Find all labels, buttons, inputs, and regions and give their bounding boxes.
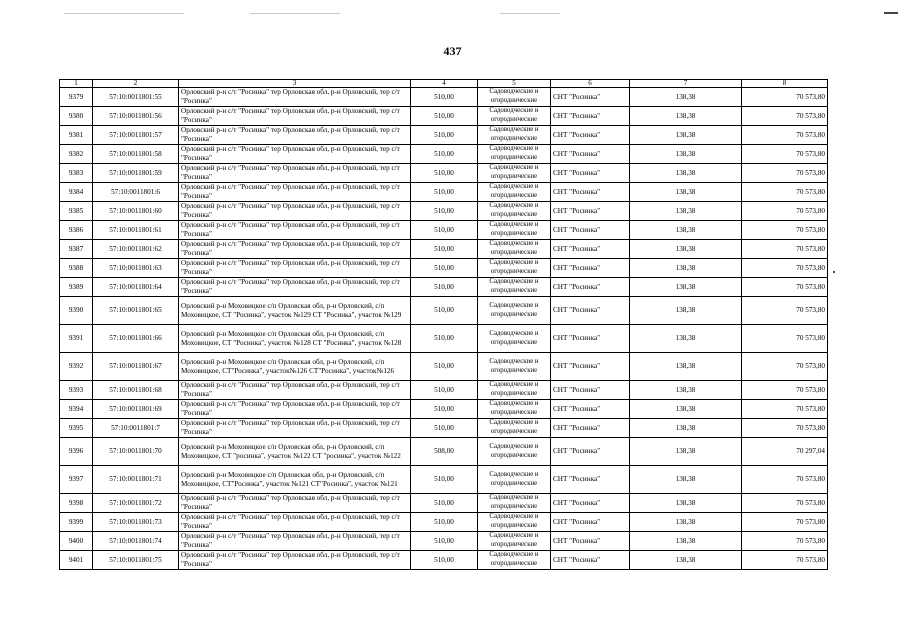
table-row [60, 183, 828, 202]
row-number: 9391 [60, 325, 93, 353]
cadastral-value: 70 573,80 [742, 259, 828, 278]
address: Орловский р-н с/т "Росинка" тер Орловская обл, р-н Орловский, тер с/т "Росинка" [179, 221, 411, 240]
area: 510,00 [411, 513, 478, 532]
cadastral-number: 57:10:0011801:59 [93, 164, 179, 183]
column-number-row [60, 80, 828, 88]
cadastral-number: 57:10:0011801:71 [93, 466, 179, 494]
row-number: 9400 [60, 532, 93, 551]
cadastral-value: 70 573,80 [742, 221, 828, 240]
table-row [60, 513, 828, 532]
land-use-category: Садоводческие и огороднические [478, 494, 551, 513]
address: Орловский р-н с/т "Росинка" тер Орловская обл, р-н Орловский, тер с/т "Росинка" [179, 513, 411, 532]
cadastral-value: 70 573,80 [742, 183, 828, 202]
table-row [60, 107, 828, 126]
table-row [60, 419, 828, 438]
land-use-category: Садоводческие и огороднические [478, 551, 551, 570]
owner: СНТ "Росинка" [551, 381, 630, 400]
table-row [60, 532, 828, 551]
column-number: 8 [742, 80, 828, 88]
area: 510,00 [411, 164, 478, 183]
owner: СНТ "Росинка" [551, 353, 630, 381]
unit-price: 138,38 [630, 126, 742, 145]
land-use-category: Садоводческие и огороднические [478, 353, 551, 381]
land-use-category: Садоводческие и огороднические [478, 278, 551, 297]
area: 510,00 [411, 353, 478, 381]
address: Орловский р-н с/т "Росинка" тер Орловская обл, р-н Орловский, тер с/т "Росинка" [179, 278, 411, 297]
cadastral-value: 70 573,80 [742, 513, 828, 532]
cadastral-value: 70 573,80 [742, 466, 828, 494]
cadastral-number: 57:10:0011801:60 [93, 202, 179, 221]
cadastral-value: 70 573,80 [742, 325, 828, 353]
table-row [60, 325, 828, 353]
scan-artifact [250, 13, 340, 14]
area: 510,00 [411, 221, 478, 240]
area: 510,00 [411, 278, 478, 297]
cadastral-number: 57:10:0011801:72 [93, 494, 179, 513]
row-number: 9393 [60, 381, 93, 400]
cadastral-value: 70 573,80 [742, 551, 828, 570]
row-number: 9394 [60, 400, 93, 419]
row-number: 9395 [60, 419, 93, 438]
column-number: 4 [411, 80, 478, 88]
address: Орловский р-н с/т "Росинка" тер Орловская обл, р-н Орловский, тер с/т "Росинка" [179, 164, 411, 183]
address: Орловский р-н с/т "Росинка" тер Орловская обл, р-н Орловский, тер с/т "Росинка" [179, 532, 411, 551]
owner: СНТ "Росинка" [551, 438, 630, 466]
address: Орловский р-н с/т "Росинка" тер Орловская обл, р-н Орловский, тер с/т "Росинка" [179, 183, 411, 202]
area: 510,00 [411, 259, 478, 278]
area: 510,00 [411, 381, 478, 400]
land-use-category: Садоводческие и огороднические [478, 419, 551, 438]
cadastral-value: 70 573,80 [742, 278, 828, 297]
area: 510,00 [411, 297, 478, 325]
area: 510,00 [411, 88, 478, 107]
row-number: 9390 [60, 297, 93, 325]
owner: СНТ "Росинка" [551, 221, 630, 240]
unit-price: 138,38 [630, 145, 742, 164]
area: 510,00 [411, 551, 478, 570]
unit-price: 138,38 [630, 419, 742, 438]
row-number: 9397 [60, 466, 93, 494]
table-row [60, 400, 828, 419]
land-use-category: Садоводческие и огороднические [478, 202, 551, 221]
unit-price: 138,38 [630, 466, 742, 494]
address: Орловский р-н с/т "Росинка" тер Орловская обл, р-н Орловский, тер с/т "Росинка" [179, 240, 411, 259]
owner: СНТ "Росинка" [551, 107, 630, 126]
owner: СНТ "Росинка" [551, 145, 630, 164]
unit-price: 138,38 [630, 297, 742, 325]
land-use-category: Садоводческие и огороднические [478, 513, 551, 532]
table-row [60, 240, 828, 259]
cadastral-number: 57:10:0011801:58 [93, 145, 179, 164]
cadastral-value: 70 573,80 [742, 353, 828, 381]
row-number: 9379 [60, 88, 93, 107]
unit-price: 138,38 [630, 400, 742, 419]
land-use-category: Садоводческие и огороднические [478, 438, 551, 466]
row-number: 9381 [60, 126, 93, 145]
column-number: 3 [179, 80, 411, 88]
table-row [60, 145, 828, 164]
owner: СНТ "Росинка" [551, 202, 630, 221]
unit-price: 138,38 [630, 278, 742, 297]
owner: СНТ "Росинка" [551, 240, 630, 259]
area: 510,00 [411, 183, 478, 202]
page-number: 437 [443, 44, 462, 58]
unit-price: 138,38 [630, 325, 742, 353]
cadastral-number: 57:10:0011801:56 [93, 107, 179, 126]
scan-speck [884, 12, 898, 14]
land-use-category: Садоводческие и огороднические [478, 259, 551, 278]
row-number: 9388 [60, 259, 93, 278]
land-use-category: Садоводческие и огороднические [478, 107, 551, 126]
scan-speck [833, 271, 835, 273]
cadastral-value: 70 573,80 [742, 400, 828, 419]
land-use-category: Садоводческие и огороднические [478, 164, 551, 183]
cadastral-number: 57:10:0011801:7 [93, 419, 179, 438]
cadastral-value: 70 573,80 [742, 297, 828, 325]
column-number: 1 [60, 80, 93, 88]
unit-price: 138,38 [630, 259, 742, 278]
table-row [60, 202, 828, 221]
area: 510,00 [411, 107, 478, 126]
cadastral-value: 70 573,80 [742, 202, 828, 221]
land-use-category: Садоводческие и огороднические [478, 126, 551, 145]
table-row [60, 551, 828, 570]
owner: СНТ "Росинка" [551, 164, 630, 183]
cadastral-value: 70 573,80 [742, 240, 828, 259]
cadastral-number: 57:10:0011801:68 [93, 381, 179, 400]
row-number: 9398 [60, 494, 93, 513]
unit-price: 138,38 [630, 513, 742, 532]
owner: СНТ "Росинка" [551, 532, 630, 551]
cadastral-number: 57:10:0011801:6 [93, 183, 179, 202]
cadastral-value: 70 573,80 [742, 88, 828, 107]
land-use-category: Садоводческие и огороднические [478, 145, 551, 164]
unit-price: 138,38 [630, 532, 742, 551]
address: Орловский р-н Моховицкое с/п Орловская обл, р-н Орловский, с/п Моховицкое, СТ"Росинка", участок№126 СТ"Росинка", участок№126 [179, 353, 411, 381]
table-row [60, 126, 828, 145]
owner: СНТ "Росинка" [551, 183, 630, 202]
cadastral-value: 70 573,80 [742, 107, 828, 126]
address: Орловский р-н с/т "Росинка" тер Орловская обл, р-н Орловский, тер с/т "Росинка" [179, 419, 411, 438]
column-number: 6 [551, 80, 630, 88]
address: Орловский р-н с/т "Росинка" тер Орловская обл, р-н Орловский, тер с/т "Росинка" [179, 88, 411, 107]
land-use-category: Садоводческие и огороднические [478, 532, 551, 551]
unit-price: 138,38 [630, 164, 742, 183]
cadastral-number: 57:10:0011801:73 [93, 513, 179, 532]
area: 510,00 [411, 126, 478, 145]
area: 510,00 [411, 466, 478, 494]
row-number: 9392 [60, 353, 93, 381]
land-use-category: Садоводческие и огороднические [478, 466, 551, 494]
area: 508,00 [411, 438, 478, 466]
table-row [60, 164, 828, 183]
owner: СНТ "Росинка" [551, 551, 630, 570]
unit-price: 138,38 [630, 551, 742, 570]
address: Орловский р-н с/т "Росинка" тер Орловская обл, р-н Орловский, тер с/т "Росинка" [179, 400, 411, 419]
row-number: 9386 [60, 221, 93, 240]
owner: СНТ "Росинка" [551, 513, 630, 532]
owner: СНТ "Росинка" [551, 278, 630, 297]
table-row [60, 278, 828, 297]
cadastral-number: 57:10:0011801:65 [93, 297, 179, 325]
scan-artifact [500, 13, 560, 14]
row-number: 9401 [60, 551, 93, 570]
table-row [60, 297, 828, 325]
area: 510,00 [411, 325, 478, 353]
cadastral-number: 57:10:0011801:70 [93, 438, 179, 466]
area: 510,00 [411, 532, 478, 551]
land-use-category: Садоводческие и огороднические [478, 221, 551, 240]
address: Орловский р-н с/т "Росинка" тер Орловская обл, р-н Орловский, тер с/т "Росинка" [179, 145, 411, 164]
unit-price: 138,38 [630, 88, 742, 107]
address: Орловский р-н Моховицкое с/п Орловская обл, р-н Орловский, с/п Моховицкое, СТ "росинка", участок №122 СТ "росинка", участок №122 [179, 438, 411, 466]
address: Орловский р-н с/т "Росинка" тер Орловская обл, р-н Орловский, тер с/т "Росинка" [179, 126, 411, 145]
cadastral-value: 70 573,80 [742, 126, 828, 145]
row-number: 9399 [60, 513, 93, 532]
owner: СНТ "Росинка" [551, 325, 630, 353]
cadastral-number: 57:10:0011801:55 [93, 88, 179, 107]
table-row [60, 466, 828, 494]
column-number: 7 [630, 80, 742, 88]
row-number: 9384 [60, 183, 93, 202]
address: Орловский р-н с/т "Росинка" тер Орловская обл, р-н Орловский, тер с/т "Росинка" [179, 202, 411, 221]
unit-price: 138,38 [630, 353, 742, 381]
owner: СНТ "Росинка" [551, 88, 630, 107]
land-use-category: Садоводческие и огороднические [478, 88, 551, 107]
column-number: 2 [93, 80, 179, 88]
table-row [60, 259, 828, 278]
address: Орловский р-н с/т "Росинка" тер Орловская обл, р-н Орловский, тер с/т "Росинка" [179, 381, 411, 400]
table-row [60, 381, 828, 400]
unit-price: 138,38 [630, 221, 742, 240]
address: Орловский р-н с/т "Росинка" тер Орловская обл, р-н Орловский, тер с/т "Росинка" [179, 551, 411, 570]
area: 510,00 [411, 145, 478, 164]
area: 510,00 [411, 400, 478, 419]
area: 510,00 [411, 494, 478, 513]
address: Орловский р-н Моховицкое с/п Орловская обл, р-н Орловский, с/п Моховицкое, СТ"Росинка", участок №121 СТ"Росинка", участок №121 [179, 466, 411, 494]
cadastral-value: 70 573,80 [742, 145, 828, 164]
owner: СНТ "Росинка" [551, 400, 630, 419]
table-row [60, 494, 828, 513]
area: 510,00 [411, 240, 478, 259]
owner: СНТ "Росинка" [551, 297, 630, 325]
area: 510,00 [411, 419, 478, 438]
cadastral-value: 70 573,80 [742, 381, 828, 400]
cadastral-value: 70 573,80 [742, 494, 828, 513]
row-number: 9396 [60, 438, 93, 466]
column-number: 5 [478, 80, 551, 88]
address: Орловский р-н с/т "Росинка" тер Орловская обл, р-н Орловский, тер с/т "Росинка" [179, 494, 411, 513]
unit-price: 138,38 [630, 183, 742, 202]
owner: СНТ "Росинка" [551, 259, 630, 278]
owner: СНТ "Росинка" [551, 466, 630, 494]
land-use-category: Садоводческие и огороднические [478, 183, 551, 202]
cadastral-value: 70 573,80 [742, 419, 828, 438]
scan-artifact [64, 13, 184, 14]
parcel-table [59, 79, 828, 570]
address: Орловский р-н Моховицкое с/п Орловская обл, р-н Орловский, с/п Моховицкое, СТ "Росинка", участок №129 СТ "Росинка", участок №129 [179, 297, 411, 325]
address: Орловский р-н Моховицкое с/п Орловская обл, р-н Орловский, с/п Моховицкое, СТ "Росинка", участок №128 СТ "Росинка", участок №128 [179, 325, 411, 353]
unit-price: 138,38 [630, 438, 742, 466]
unit-price: 138,38 [630, 107, 742, 126]
cadastral-number: 57:10:0011801:69 [93, 400, 179, 419]
area: 510,00 [411, 202, 478, 221]
table-row [60, 353, 828, 381]
land-use-category: Садоводческие и огороднические [478, 400, 551, 419]
unit-price: 138,38 [630, 494, 742, 513]
unit-price: 138,38 [630, 202, 742, 221]
cadastral-number: 57:10:0011801:64 [93, 278, 179, 297]
unit-price: 138,38 [630, 381, 742, 400]
table-row [60, 221, 828, 240]
table-row [60, 438, 828, 466]
cadastral-number: 57:10:0011801:66 [93, 325, 179, 353]
land-use-category: Садоводческие и огороднические [478, 297, 551, 325]
cadastral-number: 57:10:0011801:74 [93, 532, 179, 551]
address: Орловский р-н с/т "Росинка" тер Орловская обл, р-н Орловский, тер с/т "Росинка" [179, 259, 411, 278]
owner: СНТ "Росинка" [551, 419, 630, 438]
cadastral-number: 57:10:0011801:61 [93, 221, 179, 240]
address: Орловский р-н с/т "Росинка" тер Орловская обл, р-н Орловский, тер с/т "Росинка" [179, 107, 411, 126]
row-number: 9389 [60, 278, 93, 297]
cadastral-number: 57:10:0011801:57 [93, 126, 179, 145]
cadastral-value: 70 573,80 [742, 164, 828, 183]
cadastral-value: 70 573,80 [742, 532, 828, 551]
table-row [60, 88, 828, 107]
cadastral-number: 57:10:0011801:62 [93, 240, 179, 259]
row-number: 9385 [60, 202, 93, 221]
row-number: 9387 [60, 240, 93, 259]
owner: СНТ "Росинка" [551, 494, 630, 513]
land-use-category: Садоводческие и огороднические [478, 381, 551, 400]
owner: СНТ "Росинка" [551, 126, 630, 145]
cadastral-number: 57:10:0011801:63 [93, 259, 179, 278]
row-number: 9383 [60, 164, 93, 183]
land-use-category: Садоводческие и огороднические [478, 240, 551, 259]
row-number: 9382 [60, 145, 93, 164]
cadastral-number: 57:10:0011801:75 [93, 551, 179, 570]
cadastral-value: 70 297,04 [742, 438, 828, 466]
row-number: 9380 [60, 107, 93, 126]
unit-price: 138,38 [630, 240, 742, 259]
land-use-category: Садоводческие и огороднические [478, 325, 551, 353]
cadastral-number: 57:10:0011801:67 [93, 353, 179, 381]
